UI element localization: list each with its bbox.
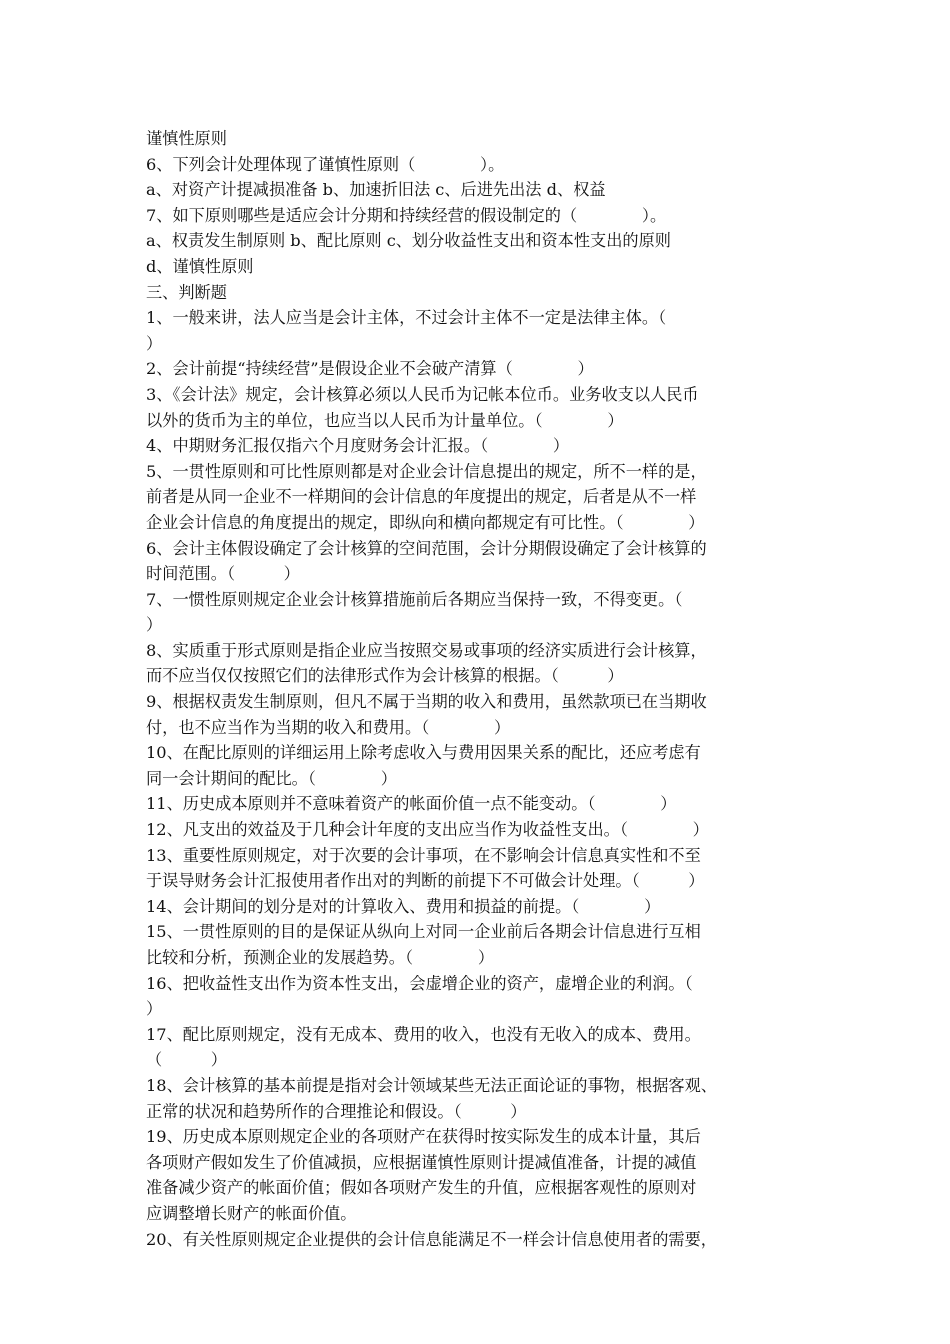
text-line: 16、把收益性支出作为资本性支出，会虚增企业的资产，虚增企业的利润。（ xyxy=(146,973,693,993)
text-line: 15、一贯性原则的目的是保证从纵向上对同一企业前后各期会计信息进行互相 xyxy=(146,922,701,942)
text-line: 6、会计主体假设确定了会计核算的空间范围，会计分期假设确定了会计核算的 xyxy=(146,538,707,558)
text-line: 于误导财务会计汇报使用者作出对的判断的前提下不可做会计处理。（ ） xyxy=(146,871,705,891)
text-line: 同一会计期间的配比。（ ） xyxy=(146,768,397,788)
text-line: 8、实质重于形式原则是指企业应当按照交易或事项的经济实质进行会计核算， xyxy=(146,640,707,660)
text-line: 7、如下原则哪些是适应会计分期和持续经营的假设制定的（ ）。 xyxy=(146,205,667,225)
text-line: 企业会计信息的角度提出的规定，即纵向和横向都规定有可比性。（ ） xyxy=(146,512,705,532)
text-line: 比较和分析，预测企业的发展趋势。（ ） xyxy=(146,948,495,967)
text-line: 付，也不应当作为当期的收入和费用。（ ） xyxy=(146,717,511,737)
text-line: 17、配比原则规定，没有无成本、费用的收入，也没有无收入的成本、费用。 xyxy=(146,1024,701,1044)
text-line: （ ） xyxy=(146,1050,227,1070)
text-line: a、权责发生制原则 b、配比原则 c、划分收益性支出和资本性支出的原则 xyxy=(146,231,671,251)
text-line: 正常的状况和趋势所作的合理推论和假设。（ ） xyxy=(146,1101,527,1121)
document-page xyxy=(146,126,816,1252)
text-line: a、对资产计提减损准备 b、加速折旧法 c、后进先出法 d、权益 xyxy=(146,180,606,200)
text-line: 5、一贯性原则和可比性原则都是对企业会计信息提出的规定，所不一样的是， xyxy=(146,461,707,481)
text-line: 20、有关性原则规定企业提供的会计信息能满足不一样会计信息使用者的需要， xyxy=(146,1229,717,1249)
text-line: 7、一惯性原则规定企业会计核算措施前后各期应当保持一致，不得变更。（ xyxy=(146,589,683,609)
text-line: 而不应当仅仅按照它们的法律形式作为会计核算的根据。（ ） xyxy=(146,666,624,686)
text-line: 6、下列会计处理体现了谨慎性原则（ ）。 xyxy=(146,154,505,174)
text-line: 三、判断题 xyxy=(146,282,227,302)
text-line: 14、会计期间的划分是对的计算收入、费用和损益的前提。（ ） xyxy=(146,896,661,916)
text-line: 时间范围。（ ） xyxy=(146,564,300,584)
text-line: 各项财产假如发生了价值减损，应根据谨慎性原则计提减值准备，计提的减值 xyxy=(146,1152,697,1172)
text-line: 9、根据权责发生制原则，但凡不属于当期的收入和费用，虽然款项已在当期收 xyxy=(146,692,707,712)
text-line: 以外的货币为主的单位，也应当以人民币为计量单位。（ ） xyxy=(146,410,624,430)
text-line: 准备减少资产的帐面价值；假如各项财产发生的升值，应根据客观性的原则对 xyxy=(146,1178,697,1198)
text-line: ） xyxy=(146,999,163,1019)
text-line: 13、重要性原则规定，对于次要的会计事项，在不影响会计信息真实性和不至 xyxy=(146,845,701,865)
text-line: 11、历史成本原则并不意味着资产的帐面价值一点不能变动。（ ） xyxy=(146,794,677,814)
text-line: 19、历史成本原则规定企业的各项财产在获得时按实际发生的成本计量，其后 xyxy=(146,1127,701,1147)
text-line: ） xyxy=(146,615,163,635)
text-line: 18、会计核算的基本前提是指对会计领域某些无法正面论证的事物，根据客观、 xyxy=(146,1075,717,1095)
text-line: 4、中期财务汇报仅指六个月度财务会计汇报。（ ） xyxy=(146,436,570,456)
text-line: ） xyxy=(146,333,163,353)
text-line: 前者是从同一企业不一样期间的会计信息的年度提出的规定，后者是从不一样 xyxy=(146,487,697,507)
text-line: 谨慎性原则 xyxy=(146,129,227,148)
text-line: 2、会计前提“持续经营”是假设企业不会破产清算（ ） xyxy=(146,359,594,379)
text-line: 应调整增长财产的帐面价值。 xyxy=(146,1203,357,1223)
text-line: 12、凡支出的效益及于几种会计年度的支出应当作为收益性支出。（ ） xyxy=(146,820,709,840)
text-line: 1、一般来讲，法人应当是会计主体，不过会计主体不一定是法律主体。（ xyxy=(146,308,667,328)
text-line: 3、《会计法》规定，会计核算必须以人民币为记帐本位币。业务收支以人民币 xyxy=(146,384,699,404)
text-line: 10、在配比原则的详细运用上除考虑收入与费用因果关系的配比，还应考虑有 xyxy=(146,743,701,763)
text-line: d、谨慎性原则 xyxy=(146,256,254,276)
